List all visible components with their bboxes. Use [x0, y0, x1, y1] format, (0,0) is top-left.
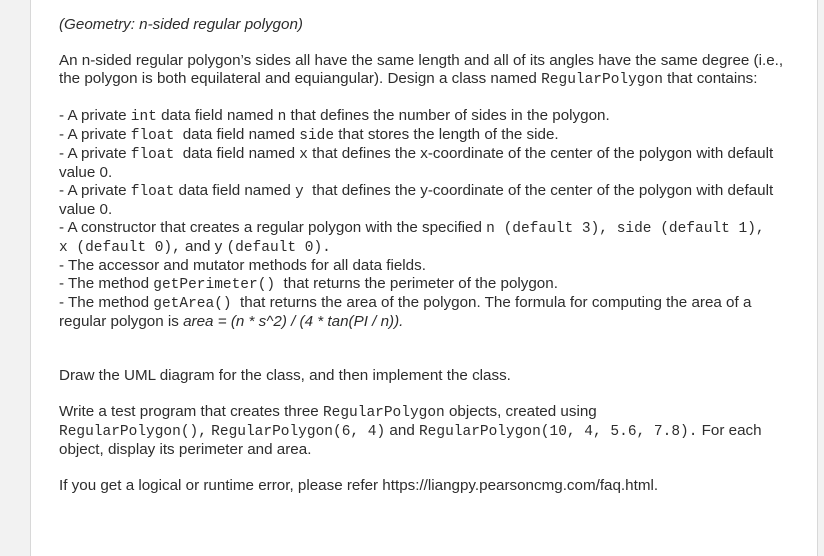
test-instruction	[59, 403, 795, 459]
test-text: Write a test program that creates three	[59, 403, 323, 420]
item-text: - The method	[59, 275, 154, 292]
method-code: getArea()	[153, 296, 232, 312]
type-code: float	[130, 128, 175, 144]
test-text: For each object, display its perimeter and area.	[59, 422, 762, 458]
problem-card	[30, 0, 818, 556]
param-code: (default 0).	[226, 240, 331, 256]
problem-title: (Geometry: n-sided regular polygon)	[59, 16, 303, 33]
item-text: data field named	[156, 107, 278, 124]
list-item	[59, 294, 795, 331]
uml-instruction: Draw the UML diagram for the class, and then implement the class.	[59, 367, 511, 384]
item-text: data field named	[174, 126, 300, 143]
constructor-code: RegularPolygon(10, 4, 5.6, 7.8).	[418, 424, 698, 440]
list-item	[59, 126, 795, 145]
list-item	[59, 219, 795, 257]
intro-text-2: that contains:	[662, 70, 758, 87]
list-item	[59, 145, 795, 182]
item-text: - A private	[59, 182, 131, 199]
intro-text-1: An n-sided regular polygon’s sides all have the same length and all of its angles have the same degree (i.e., the polygon is both equilateral and equiangular). Design a class named	[59, 52, 784, 87]
item-text: that defines the y-coordinate of the center of the polygon with default value 0.	[59, 182, 778, 218]
help-text: If you get a logical or runtime error, please refer https://liangpy.pearsoncmg.com/faq.html.	[59, 477, 659, 494]
param-name: y	[214, 238, 223, 255]
constructor-code: RegularPolygon(6, 4)	[211, 424, 386, 440]
type-code: int	[130, 109, 157, 125]
test-text: objects, created using	[444, 403, 597, 420]
requirements-list	[59, 107, 795, 331]
param-code: n (default 3), side (default 1),	[486, 221, 765, 237]
field-code: side	[299, 128, 335, 144]
field-code: n	[277, 109, 287, 125]
item-text: data field named	[174, 182, 296, 199]
test-text: and	[385, 422, 419, 439]
item-text: and	[180, 238, 215, 255]
intro-paragraph	[59, 52, 795, 89]
type-code: float	[130, 147, 175, 163]
method-code: getPerimeter()	[153, 277, 276, 293]
list-item	[59, 275, 795, 294]
list-item: - The accessor and mutator methods for all data fields.	[59, 257, 426, 274]
problem-content	[59, 16, 795, 495]
item-text: that defines the x-coordinate of the center of the polygon with default value 0.	[59, 145, 774, 181]
item-text: - A constructor that creates a regular polygon with the specified	[59, 219, 487, 236]
field-code: y	[295, 184, 304, 200]
item-text: data field named	[174, 145, 300, 162]
item-text: - The method	[59, 294, 154, 311]
field-code: x	[299, 147, 308, 163]
type-code: float	[130, 184, 175, 200]
list-item	[59, 107, 795, 126]
item-text: - A private	[59, 107, 131, 124]
list-item	[59, 182, 795, 219]
item-text: - A private	[59, 145, 131, 162]
item-text: - A private	[59, 126, 131, 143]
item-text: that defines the number of sides in the polygon.	[286, 107, 610, 124]
param-code: x (default 0),	[59, 240, 181, 256]
item-text: that returns the perimeter of the polygon.	[275, 275, 558, 292]
item-text: that returns the area of the polygon. The formula for computing the area of a regular polygon is	[59, 294, 756, 330]
constructor-code: RegularPolygon(),	[59, 424, 207, 440]
class-name-code: RegularPolygon	[541, 72, 663, 88]
item-text: that stores the length of the side.	[334, 126, 559, 143]
class-name-code: RegularPolygon	[322, 405, 445, 421]
area-formula: area = (n * s^2) / (4 * tan(PI / n)).	[183, 313, 404, 330]
